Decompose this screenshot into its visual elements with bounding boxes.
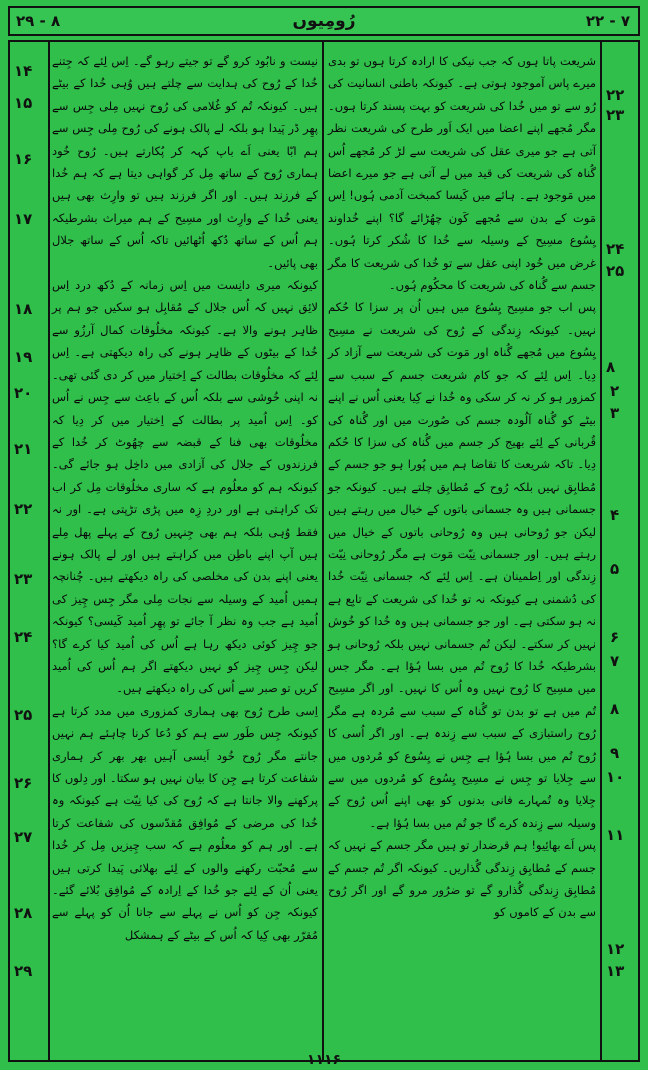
verse-number: ۴ [610, 506, 620, 524]
verse-number: ۲۸ [14, 904, 33, 922]
verse-number: ۲۹ [14, 962, 33, 980]
left-text-column [52, 50, 318, 946]
paragraph: کیونکہ میری دانِست میں اِس زمانہ کے دُکھ درد اِس لائِق نہیں کہ اُس جلال کے مُقابِل ہو سکیں جو ہم پر ظاہِر ہونے والا ہے۔ کیونکہ مخلُوقات کمال آرزُو سے خُدا کے بیٹوں کے ظاہِر ہونے کی راہ دیکھتی ہے۔ اِس لِئے کہ مخلُوقات بطالت کے اِختیار میں کر دی گئی تھی۔ نہ اپنی خُوشی سے بلکہ اُس کے باعِث سے جِس نے اُس کو۔ اِس اُمید پر بطالت کے اِختیار میں کر دِیا کہ مخلُوقات بھی فنا کے قبضہ سے چھُوٹ کر خُدا کے فرزندوں کے جلال کی آزادی میں داخِل ہو جائے گی۔ کیونکہ ہم کو معلُوم ہے کہ ساری مخلُوقات مِل کر اب تک کراہتی ہے اور دردِ زِہ میں پڑی تڑپتی ہے۔ اور نہ فقط وُہی بلکہ ہم بھی جِنہیں رُوح کے پہلے پھل مِلے ہیں آپ اپنے باطِن میں کراہتے ہیں اور لے پالک ہونے یعنی اپنے بدن کی مخلصی کی راہ دیکھتے ہیں۔ چُنانچہ ہمیں اُمید کے وسیلہ سے نجات مِلی مگر جِس چِیز کی اُمید ہے جب وہ نظر آ جائے تو پھِر اُمید کَیسی؟ کیونکہ جو چِیز کوئی دیکھ رہا ہے اُس کی اُمید کیا کرے گا؟ لیکن جِس چِیز کو نہیں دیکھتے اگر ہم اُس کی اُمید کریں تو صبر سے اُس کی راہ دیکھتے ہیں۔ [52, 278, 318, 696]
verse-number: ۱۰ [606, 768, 625, 786]
paragraph: نیست و نابُود کرو گے تو جیتے رہو گے۔ اِس لِئے کہ جِتنے خُدا کے رُوح کی ہدایت سے چلتے ہیں وُہی خُدا کے بیٹے ہیں۔ کیونکہ تُم کو غُلامی کی رُوح نہیں مِلی جِس سے پھِر ڈر پَیدا ہو بلکہ لے پالک ہونے کی رُوح مِلی جِس سے ہم ابّا یعنی اَے باپ کہہ کر پُکارتے ہیں۔ رُوح خُود ہماری رُوح کے ساتھ مِل کر گواہی دیتا ہے کہ ہم خُدا کے فرزند ہیں۔ اور اگر فرزند ہیں تو وارِث بھی ہیں یعنی خُدا کے وارِث اور مسِیح کے ہم میراث بشرطیکہ ہم اُس کے ساتھ دُکھ اُٹھائیں تاکہ اُس کے ساتھ جلال بھی پائیں۔ [52, 54, 318, 270]
verse-number: ۵ [610, 560, 620, 578]
verse-number: ۳ [610, 404, 620, 422]
verse-number: ۲۳ [14, 570, 33, 588]
verse-number: ۲۲ [606, 86, 625, 104]
verse-number: ۲۵ [14, 706, 33, 724]
verse-number: ۲۲ [14, 500, 33, 518]
verse-number: ۱۳ [606, 962, 625, 980]
verse-number: ۷ [610, 652, 620, 670]
verse-number: ۱۵ [14, 94, 33, 112]
verse-number: ۶ [610, 628, 620, 646]
verse-number: ۲۵ [606, 262, 625, 280]
verse-number: ۲ [610, 382, 620, 400]
paragraph: پس اَے بھائِیو! ہم قرضدار تو ہیں مگر جسم کے نہیں کہ جسم کے مُطابِق زِندگی گُذاریں۔ کیونکہ اگر تُم جسم کے مُطابِق زِندگی گُذارو گے تو ضرُور مرو گے اور اگر رُوح سے بدن کے کاموں کو [328, 838, 596, 920]
verse-number: ۲۷ [14, 828, 33, 846]
right-margin-divider [600, 40, 602, 1062]
verse-number: ۲۴ [14, 628, 33, 646]
column-divider [322, 40, 324, 1062]
paragraph: شریعت پاتا ہوں کہ جب نیکی کا ارادہ کرتا ہوں تو بدی میرے پاس آموجود ہوتی ہے۔ کیونکہ باطنی انسانیت کی رُو سے تو میں خُدا کی شریعت کو بہت پسند کرتا ہوں۔ مگر مُجھے اپنے اعضا میں ایک اَور طرح کی شریعت نظر آتی ہے جو میری عقل کی شریعت سے لڑ کر مُجھے اُس گُناہ کی شریعت کی قید میں لے آتی ہے جو میرے اعضا میں مَوجود ہے۔ ہائے میں کَیسا کمبخت آدمی ہُوں! اِس مَوت کے بدن سے مُجھے کَون چھُڑائے گا؟ اپنے خُداوند یِسُوع مسِیح کے وسیلہ سے خُدا کا شُکر کرتا ہُوں۔ غرض میں خُود اپنی عقل سے تو خُدا کی شریعت کا مگر جسم سے گُناہ کی شریعت کا محکُوم ہُوں۔ [328, 54, 596, 293]
verse-number: ۸ [610, 700, 620, 718]
header-verse-range-left: ۲۹ - ۸ [16, 12, 61, 30]
verse-number: ۲۶ [14, 774, 33, 792]
page-header [8, 6, 640, 36]
book-title: رُومِیوں [292, 11, 356, 31]
verse-number: ۹ [610, 744, 620, 762]
verse-number: ۱۶ [14, 150, 33, 168]
verse-number: ۱۴ [14, 62, 33, 80]
right-text-column [328, 50, 596, 924]
verse-number: ۲۰ [14, 384, 33, 402]
verse-number: ۱۱ [606, 826, 625, 844]
verse-number: ۲۴ [606, 240, 625, 258]
header-verse-range-right: ۲۲ - ۷ [585, 12, 630, 30]
paragraph: اِسی طرح رُوح بھی ہماری کمزوری میں مدد کرتا ہے کیونکہ جِس طَور سے ہم کو دُعا کرنا چاہئے ہم نہیں جانتے مگر رُوح خُود اَیسی آہیں بھر بھر کر ہماری شفاعت کرتا ہے جِن کا بیان نہیں ہو سکتا۔ اور دِلوں کا پرکھنے والا جانتا ہے کہ رُوح کی کیا نِیّت ہے کیونکہ وہ خُدا کی مرضی کے مُوافِق مُقدّسوں کی شفاعت کرتا ہے۔ اور ہم کو معلُوم ہے کہ سب چِیزیں مِل کر خُدا سے مُحبّت رکھنے والوں کے لِئے بھلائی پَیدا کرتی ہیں یعنی اُن کے لِئے جو خُدا کے اِرادہ کے مُوافِق بُلائے گئے۔ کیونکہ جِن کو اُس نے پہلے سے جانا اُن کو پہلے سے مُقرّر بھی کِیا کہ اُس کے بیٹے کے ہمشکل [52, 703, 318, 942]
chapter-number: ۸ [606, 358, 616, 376]
paragraph: پس اب جو مسِیح یِسُوع میں ہیں اُن پر سزا کا حُکم نہیں۔ کیونکہ زِندگی کے رُوح کی شریعت نے مسِیح یِسُوع میں مُجھے گُناہ اور مَوت کی شریعت سے آزاد کر دِیا۔ اِس لِئے کہ جو کام شریعت جسم کے سبب سے کمزور ہو کر نہ کر سکی وہ خُدا نے کِیا یعنی اُس نے اپنے بیٹے کو گُناہ آلُودہ جسم کی صُورت میں اور گُناہ کی قُربانی کے لِئے بھیج کر جسم میں گُناہ کی سزا کا حُکم دِیا۔ تاکہ شریعت کا تقاضا ہم میں پُورا ہو جو جسم کے مُطابِق نہیں بلکہ رُوح کے مُطابِق چلتے ہیں۔ کیونکہ جو جسمانی ہیں وہ جسمانی باتوں کے خیال میں رہتے ہیں لیکن جو رُوحانی ہیں وہ رُوحانی باتوں کے خیال میں رہتے ہیں۔ اور جسمانی نِیّت مَوت ہے مگر رُوحانی نِیّت زِندگی اور اِطمینان ہے۔ اِس لِئے کہ جسمانی نِیّت خُدا کی دُشمنی ہے کیونکہ نہ تو خُدا کی شریعت کے تابِع ہے نہ ہو سکتی ہے۔ اور جو جسمانی ہیں وہ خُدا کو خُوش نہیں کر سکتے۔ لیکن تُم جسمانی نہیں بلکہ رُوحانی ہو بشرطیکہ خُدا کا رُوح تُم میں بسا ہُؤا ہے۔ مگر جس میں مسِیح کا رُوح نہیں وہ اُس کا نہیں۔ اور اگر مسِیح تُم میں ہے تو بدن تو گُناہ کے سبب سے مُردہ ہے مگر رُوح راستبازی کے سبب سے زِندہ ہے۔ اور اگر اُسی کا رُوح تُم میں بسا ہُؤا ہے جِس نے یِسُوع کو مُردوں میں سے جِلایا تو جِس نے مسِیح یِسُوع کو مُردوں میں سے جِلایا وہ تُمہارے فانی بدنوں کو بھی اپنے اُس رُوح کے وسیلہ سے زِندہ کرے گا جو تُم میں بسا ہُؤا ہے۔ [328, 300, 596, 830]
left-margin-divider [48, 40, 50, 1062]
page-number: ۱۱۱۶ [306, 1052, 342, 1068]
verse-number: ۱۷ [14, 210, 33, 228]
verse-number: ۲۱ [14, 440, 33, 458]
verse-number: ۱۲ [606, 940, 625, 958]
verse-number: ۲۳ [606, 106, 625, 124]
verse-number: ۱۹ [14, 348, 33, 366]
verse-number: ۱۸ [14, 300, 33, 318]
